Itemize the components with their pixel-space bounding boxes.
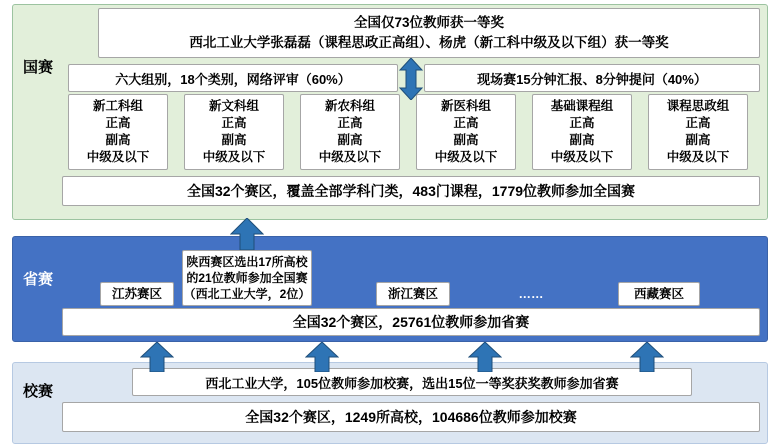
group-name: 新工科组 [92,99,143,113]
group-name: 新农科组 [324,99,375,113]
national-summary-box: 全国32个赛区，覆盖全部学科门类，483门课程，1779位教师参加全国赛 [62,176,760,206]
national-criteria-onsite-box: 现场赛15分钟汇报、8分钟提问（40%） [424,64,760,92]
school-detail-box: 西北工业大学，105位教师参加校赛，选出15位一等奖获奖教师参加省赛 [132,368,692,396]
group-column-2 [300,94,400,170]
province-summary-box: 全国32个赛区，25761位教师参加省赛 [62,308,760,336]
region-box-zhejiang: 浙江赛区 [376,282,450,306]
region-box-ellipsis: …… [518,287,544,301]
national-award-box [98,8,760,58]
arrow-up-icon-3 [468,342,502,376]
group-rank: 正高 [685,116,711,130]
group-rank: 正高 [569,116,595,130]
group-rank: 中级及以下 [434,150,498,164]
group-name: 基础课程组 [550,99,614,113]
award-line-2: 西北工业大学张磊磊（课程思政正高组）、杨虎（新工科中级及以下组）获一等奖 [189,35,669,50]
group-rank: 副高 [337,133,363,147]
region-line-1: 陕西赛区选出17所高校 [186,255,308,269]
group-column-4 [532,94,632,170]
school-summary-box: 全国32个赛区，1249所高校，104686位教师参加校赛 [62,402,760,432]
group-rank: 正高 [337,116,363,130]
group-rank: 副高 [685,133,711,147]
group-rank: 副高 [569,133,595,147]
region-line-2: 的21位教师参加全国赛 [186,271,308,285]
national-level-label: 国赛 [22,59,53,76]
group-name: 新医科组 [440,99,491,113]
group-name: 课程思政组 [666,99,730,113]
group-column-1 [184,94,284,170]
group-column-5 [648,94,748,170]
province-level-label: 省赛 [22,271,53,288]
group-rank: 副高 [453,133,479,147]
group-rank: 副高 [105,133,131,147]
arrow-up-icon-4 [630,342,664,376]
region-line-3: （西北工业大学，2位） [183,287,311,301]
school-level-label: 校赛 [22,383,53,400]
arrow-up-icon-province-to-national [230,218,264,252]
arrow-up-icon-2 [305,342,339,376]
group-rank: 中级及以下 [202,150,266,164]
region-box-jiangsu: 江苏赛区 [100,282,174,306]
group-rank: 副高 [221,133,247,147]
group-rank: 正高 [105,116,131,130]
group-rank: 中级及以下 [666,150,730,164]
group-column-3 [416,94,516,170]
group-rank: 正高 [453,116,479,130]
group-rank: 正高 [221,116,247,130]
group-rank: 中级及以下 [550,150,614,164]
arrow-up-icon-1 [140,342,174,376]
group-column-0 [68,94,168,170]
region-box-tibet: 西藏赛区 [618,282,700,306]
award-line-1: 全国仅73位教师获一等奖 [353,15,505,30]
group-rank: 中级及以下 [318,150,382,164]
national-criteria-online-box: 六大组别，18个类别，网络评审（60%） [68,64,398,92]
group-rank: 中级及以下 [86,150,150,164]
group-name: 新文科组 [208,99,259,113]
region-box-shaanxi [182,250,312,306]
